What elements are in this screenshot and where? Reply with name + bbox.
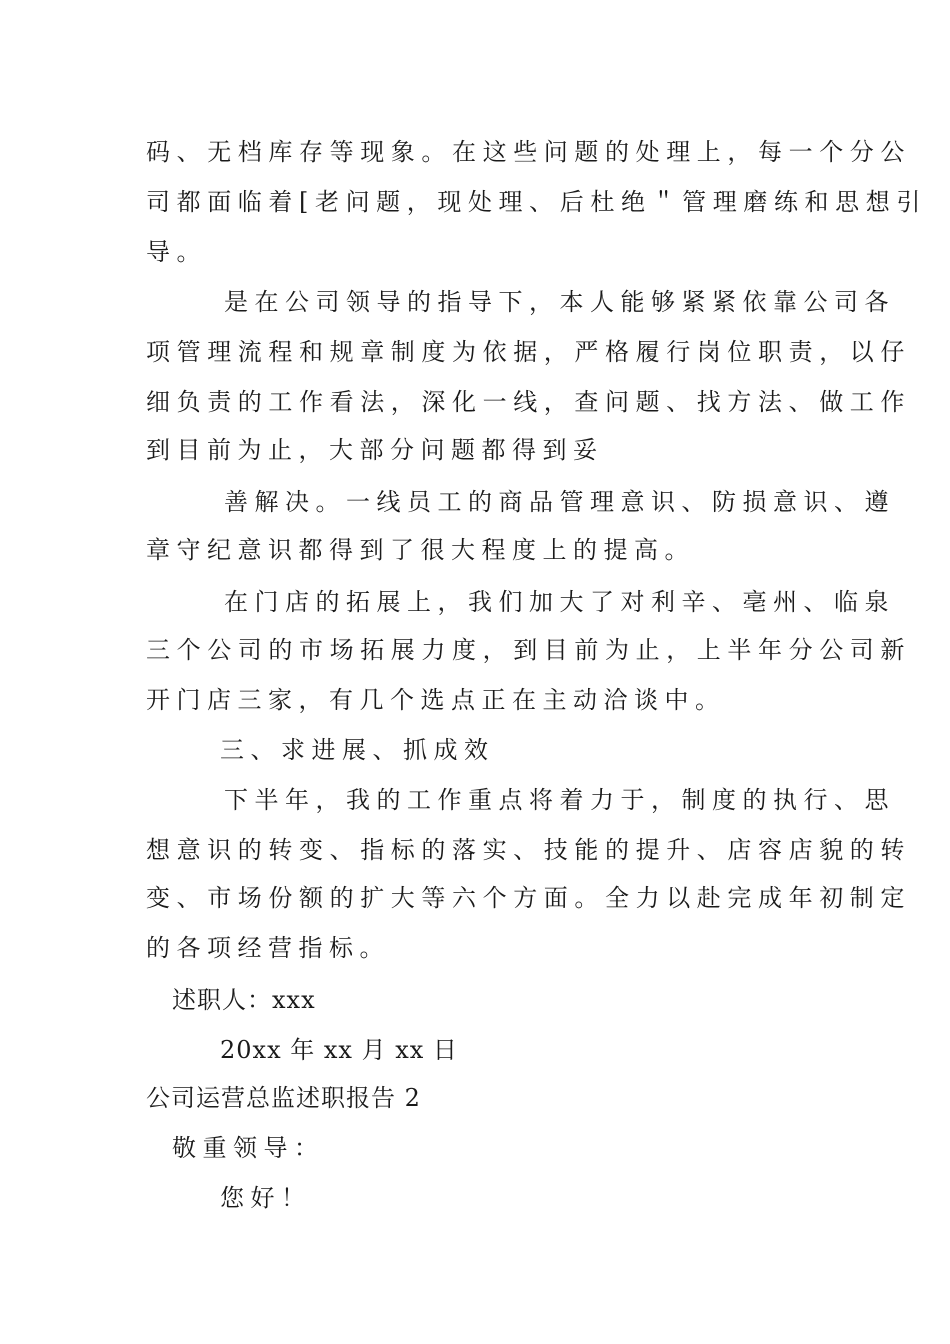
paragraph-line: 开门店三家，有几个选点正在主动洽谈中。 — [146, 686, 726, 714]
paragraph-line: 到目前为止，大部分问题都得到妥 — [146, 436, 604, 464]
paragraph-line: 是在公司领导的指导下，本人能够紧紧依靠公司各 — [224, 288, 895, 316]
report-title: 公司运营总监述职报告 2 — [146, 1084, 421, 1112]
paragraph-line: 三个公司的市场拓展力度，到目前为止，上半年分公司新 — [146, 636, 911, 664]
paragraph-line: 章守纪意识都得到了很大程度上的提高。 — [146, 536, 695, 564]
section-heading: 三、求进展、抓成效 — [220, 736, 495, 764]
paragraph-line: 在门店的拓展上，我们加大了对利辛、亳州、临泉 — [224, 588, 895, 616]
paragraph-line: 善解决。一线员工的商品管理意识、防损意识、遵 — [224, 488, 895, 516]
paragraph-line: 导。 — [146, 238, 207, 266]
paragraph-line: 变、市场份额的扩大等六个方面。全力以赴完成年初制定 — [146, 884, 911, 912]
paragraph-line: 项管理流程和规章制度为依据，严格履行岗位职责，以仔 — [146, 338, 911, 366]
date-line: 20xx 年 xx 月 xx 日 — [220, 1036, 458, 1064]
paragraph-line: 的各项经营指标。 — [146, 934, 390, 962]
salutation: 敬重领导： — [172, 1134, 325, 1162]
paragraph-line: 码、无档库存等现象。在这些问题的处理上，每一个分公 — [146, 138, 911, 166]
greeting: 您好！ — [220, 1184, 312, 1212]
paragraph-line: 下半年，我的工作重点将着力于，制度的执行、思 — [224, 786, 895, 814]
paragraph-line: 想意识的转变、指标的落实、技能的提升、店容店貌的转 — [146, 836, 911, 864]
signatory-line: 述职人：xxx — [172, 986, 316, 1014]
paragraph-line: 细负责的工作看法，深化一线，查问题、找方法、做工作 — [146, 388, 911, 416]
paragraph-line: 司都面临着[老问题，现处理、后杜绝＂管理磨练和思想引 — [146, 188, 927, 216]
